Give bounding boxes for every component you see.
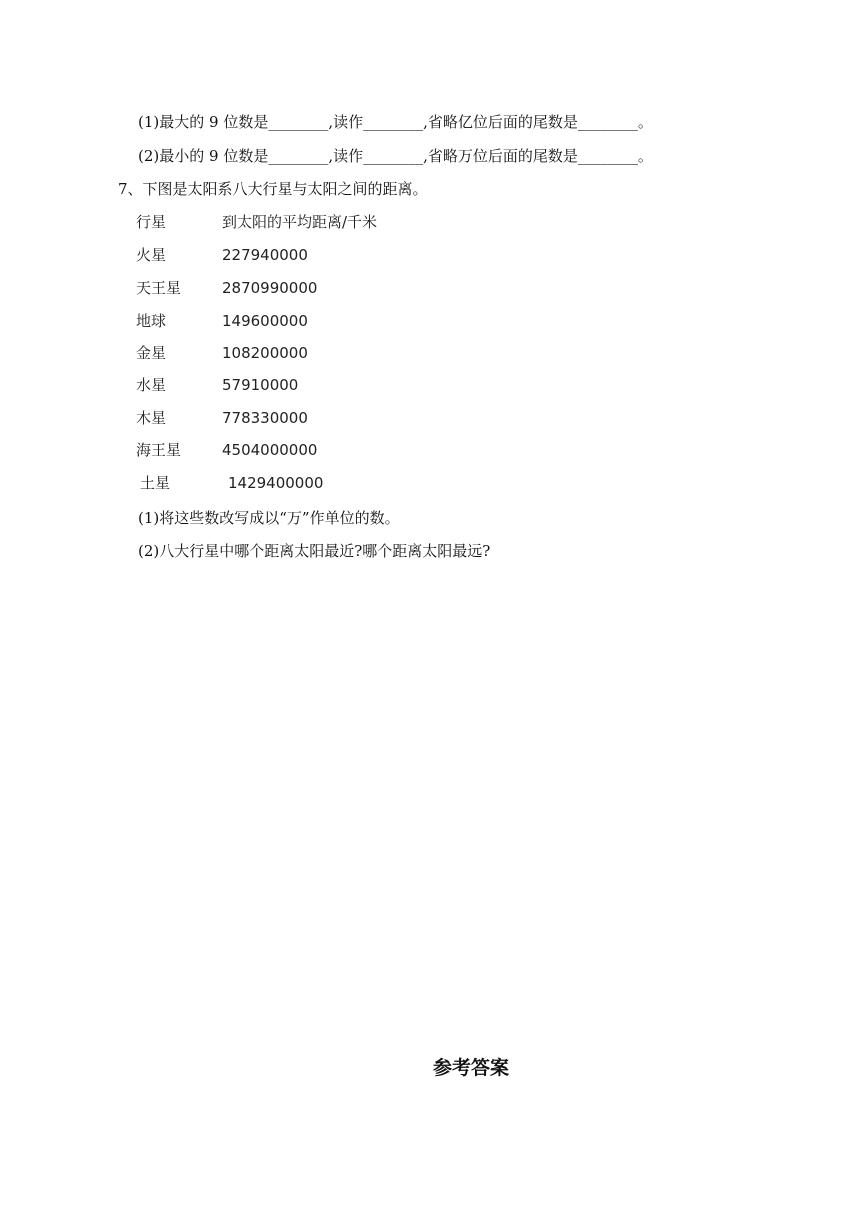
planet-name: 金星 [136,344,167,362]
planet-name: 土星 [140,474,171,492]
planet-name: 天王星 [136,279,182,297]
answer-section-title: 参考答案 [433,1057,510,1079]
planet-distance: 108200000 [222,344,308,362]
planet-distance: 149600000 [222,312,308,330]
question-6-item-1: (1)最大的 9 位数是________,读作________,省略亿位后面的尾数是________。 [138,113,653,131]
planet-name: 火星 [136,246,167,264]
planet-distance: 4504000000 [222,441,318,459]
planet-name: 地球 [136,312,167,330]
planet-distance: 227940000 [222,246,308,264]
planet-distance: 1429400000 [228,474,324,492]
planet-distance: 2870990000 [222,279,318,297]
planet-name: 海王星 [136,441,182,459]
planet-distance: 57910000 [222,376,299,394]
planet-name: 水星 [136,376,167,394]
question-7-sub-2: (2)八大行星中哪个距离太阳最近?哪个距离太阳最远? [138,542,491,560]
planet-distance: 778330000 [222,409,308,427]
question-6-item-2: (2)最小的 9 位数是________,读作________,省略万位后面的尾数是________。 [138,147,653,165]
header-planet: 行星 [136,213,167,231]
question-7-sub-1: (1)将这些数改写成以“万”作单位的数。 [138,509,400,527]
header-distance: 到太阳的平均距离/千米 [222,213,378,231]
question-7-prompt: 7、下图是太阳系八大行星与太阳之间的距离。 [118,180,428,198]
planet-name: 木星 [136,409,167,427]
